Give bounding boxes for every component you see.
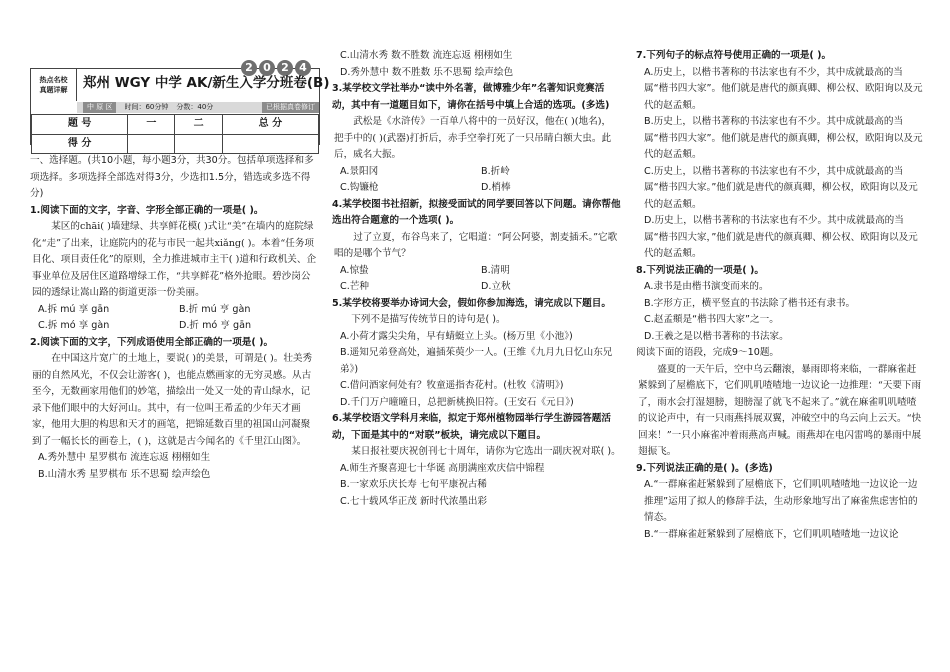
exam-total-score: 分数：40分 [176,103,214,111]
question-1-passage: 某区的chāi( )墙建绿、共享鲜花模( )式让“美”在墙内的庭院绿化“走”了出来，让庭院内的花与市民一起共xiǎng( )。本着“任务项目化、项目责任化”的原则，全力推进城市主干( )道和行政机关、企事业单位及居住区道路增绿工作，“共享鲜花”格外抢眼。碧沙岗公园的透绿让嵩山路的街道更添一份美丽。 [32,221,317,298]
question-9: 9.下列说法正确的是( )。(多选) [636,462,773,474]
exam-header [30,61,330,149]
table-cell: 总 分 [222,115,318,135]
option[interactable]: B.遥知兄弟登高处，遍插茱萸少一人。(王维《九月九日忆山东兄弟》) [340,347,613,375]
option[interactable]: D.折 mó 亨 gān [179,320,252,331]
option[interactable]: C.拆 mó 享 gàn [38,320,110,331]
year-badge [241,60,311,76]
exam-info-bar [77,102,319,113]
column-right [636,0,926,672]
question-2: 2.阅读下面的文字，下列成语使用全部正确的一项是( )。 [30,336,274,348]
section-title: 一、选择题。(共10小题，每小题3分，共30分。包括单项选择和多项选择。多项选择全部选对得3分，少选扣1.5分，错选或多选不得分) [30,155,314,199]
option[interactable]: A.秀外慧中 星罗棋布 流连忘返 栩栩如生 [38,452,211,463]
question-3-options [332,164,622,197]
option[interactable]: D.秀外慧中 数不胜数 乐不思蜀 绘声绘色 [340,66,514,78]
option[interactable]: A.师生齐聚喜迎七十华诞 高朋满座欢庆信中锦程 [340,462,545,474]
question-6-sub: 某日报社要庆祝创刊七十周年，请你为它选出一副庆祝对联( )。 [351,446,621,457]
option[interactable]: C.借问酒家何处有？牧童遥指杏花村。(杜牧《清明》) [340,380,564,391]
option[interactable]: B.折 mú 亨 gàn [179,303,251,315]
option[interactable]: B.字形方正，横平竖直的书法除了楷书还有隶书。 [644,297,856,309]
question-4: 4.某学校图书社招新，拟接受面试的同学要回答以下问题。请你帮他选出符合题意的一个选项( )。 [332,198,621,226]
score-entry-cell[interactable] [222,134,318,154]
option[interactable]: A.小荷才露尖尖角，早有蜻蜓立上头。(杨万里《小池》) [340,330,573,342]
year-digit: 0 [259,60,275,76]
question-3: 3.某学校文学社举办“读中外名著，做博雅少年”名著知识竞赛活动，其中有一道题目如下，请你在括号中填上合适的选项。(多选) [332,83,610,111]
region-tag: 中 原 区 [83,102,116,113]
question-5: 5.某学校将要举办诗词大会，假如你参加海选，请完成以下题目。 [332,297,611,309]
option[interactable]: C.赵孟頫是“楷书四大家”之一。 [644,314,779,325]
question-4-options [332,263,622,296]
option[interactable]: D.梢棒 [481,182,511,193]
question-3-passage: 武松是《水浒传》一百单八将中的一员好汉，他在( )(地名)，把手中的( )(武器)打折后，赤手空拳打死了一只吊睛白额大虫。此后，威名大振。 [334,116,612,160]
question-2-passage: 在中国这片宽广的土地上，要说( )的美景，可谓是( )。壮美秀丽的自然风光，不仅会让游客( )，也能点燃画家的无穷灵感。从古至今，无数画家用他们的妙笔，描绘出一处又一处的青山绿水，记录下他们眼中的大好河山。其中，有一位叫王希孟的少年天才画家，他用大胆的构思和天才的画笔，把锦延数百里的祖国山河凝聚到了一幅长长的画卷上，( )，这就是古今闻名的《千里江山图》。 [32,353,313,447]
option[interactable]: A.隶书是由楷书演变而来的。 [644,281,769,292]
option[interactable]: D.千门万户曈曈日，总把新桃换旧符。(王安石《元日》) [340,396,574,408]
question-5-sub: 下列不是描写传统节日的诗句是( )。 [351,314,506,325]
option[interactable]: A.“一群麻雀赶紧躲到了屋檐底下，它们叽叽喳喳地一边议论一边推理”运用了拟人的修辞手法，生动形象地写出了麻雀焦虑害怕的情态。 [644,479,918,523]
table-cell: 二 [175,115,222,135]
table-row [32,115,319,135]
year-digit: 2 [241,60,257,76]
reading-intro: 阅读下面的语段，完成9～10题。 [636,347,780,358]
option[interactable]: B.一家欢乐庆长寿 七旬平康祝古稀 [340,479,487,490]
option[interactable]: C.历史上，以楷书著称的书法家也有不少，其中成就最高的当属“楷书四大家。”他们就是唐代的颜真卿，柳公权，欧阳询以及元代的赵孟頫。 [644,165,918,210]
option[interactable]: A.历史上，以楷书著称的书法家也有不少，其中成就最高的当属“楷书四大家”。他们就是唐代的颜真卿、柳公权、欧阳询以及元代的赵孟頫。 [644,66,923,111]
option[interactable]: C.芒种 [340,281,369,292]
table-cell: 题 号 [32,115,128,135]
option[interactable]: B.清明 [481,264,510,276]
option[interactable]: D.立秋 [481,281,511,292]
option[interactable]: C.山清水秀 数不胜数 流连忘返 栩栩如生 [340,50,513,61]
score-entry-cell[interactable] [175,134,222,154]
option[interactable]: B.历史上，以楷书著称的书法家也有不少。其中成就最高的当属“楷书四大家”。他们就是唐代的颜真卿，柳公权，欧阳询以及元代的赵孟頫。 [644,116,923,160]
option[interactable]: A.拆 mú 享 gān [38,303,110,315]
score-entry-cell[interactable] [128,134,175,154]
column-middle [332,0,622,672]
source-tag: 已根据真卷修订 [262,102,319,113]
question-1-options [30,302,320,335]
badge-line: 热点名校 [39,76,68,84]
option[interactable]: B.折岭 [481,165,510,177]
option[interactable]: D.王羲之是以楷书著称的书法家。 [644,330,789,342]
option[interactable]: D.历史上，以楷书著称的书法家也有不少。其中成就最高的当属“楷书四大家，”他们就是唐代的颜真卿、柳公权、欧阳询以及元代的赵孟頫。 [644,215,918,259]
option[interactable]: A.惊蛰 [340,264,369,276]
question-4-passage: 过了立夏，布谷鸟来了，它唱道：“阿公阿婆，割麦插禾。”它歌唱的是哪个节气？ [334,231,618,259]
exam-title: 郑州 WGY 中学 AK/新生入学分班卷(B) [83,75,330,91]
column-left [30,0,330,672]
year-digit: 4 [295,60,311,76]
question-7: 7.下列句子的标点符号使用正确的一项是( )。 [636,50,832,61]
option[interactable]: C.七十载风华正茂 新时代浓墨出彩 [340,495,488,507]
hot-school-badge [31,69,77,101]
option[interactable]: B.“一群麻雀赶紧躲到了屋檐底下，它们叽叽喳喳地一边议论 [644,528,899,540]
option[interactable]: A.景阳冈 [340,165,379,177]
question-1: 1.阅读下面的文字，字音、字形全部正确的一项是( )。 [30,204,264,216]
year-digit: 2 [277,60,293,76]
question-6: 6.某学校语文学科月来临，拟定于郑州植物园举行学生游园答题活动，下面是其中的“对联”板块，请完成以下题目。 [332,413,611,441]
option[interactable]: C.钩镰枪 [340,182,379,193]
option[interactable]: B.山清水秀 星罗棋布 乐不思蜀 绘声绘色 [38,468,211,480]
table-cell: 得 分 [32,134,128,154]
table-cell: 一 [128,115,175,135]
badge-line: 真题详解 [39,86,68,94]
question-8: 8.下列说法正确的一项是( )。 [636,264,764,276]
exam-time: 时间：60分钟 [124,103,169,111]
reading-passage: 盛夏的一天午后，空中乌云翻滚，暴雨即将来临，一群麻雀赶紧躲到了屋檐底下，它们叽叽喳喳地一边议论一边推理：“天要下雨了，雨水会打湿翅膀，翅膀湿了就飞不起来了。”就在麻雀叽叽喳喳的议论声中，有一只雨燕抖展双翼，冲破空中的乌云向上云天。“快回来！”一只小麻雀冲着雨燕高声喊。雨燕却在电闪雷鸣的暴雨中展翅振飞。 [638,363,922,457]
score-table [31,114,319,154]
table-row [32,134,319,154]
